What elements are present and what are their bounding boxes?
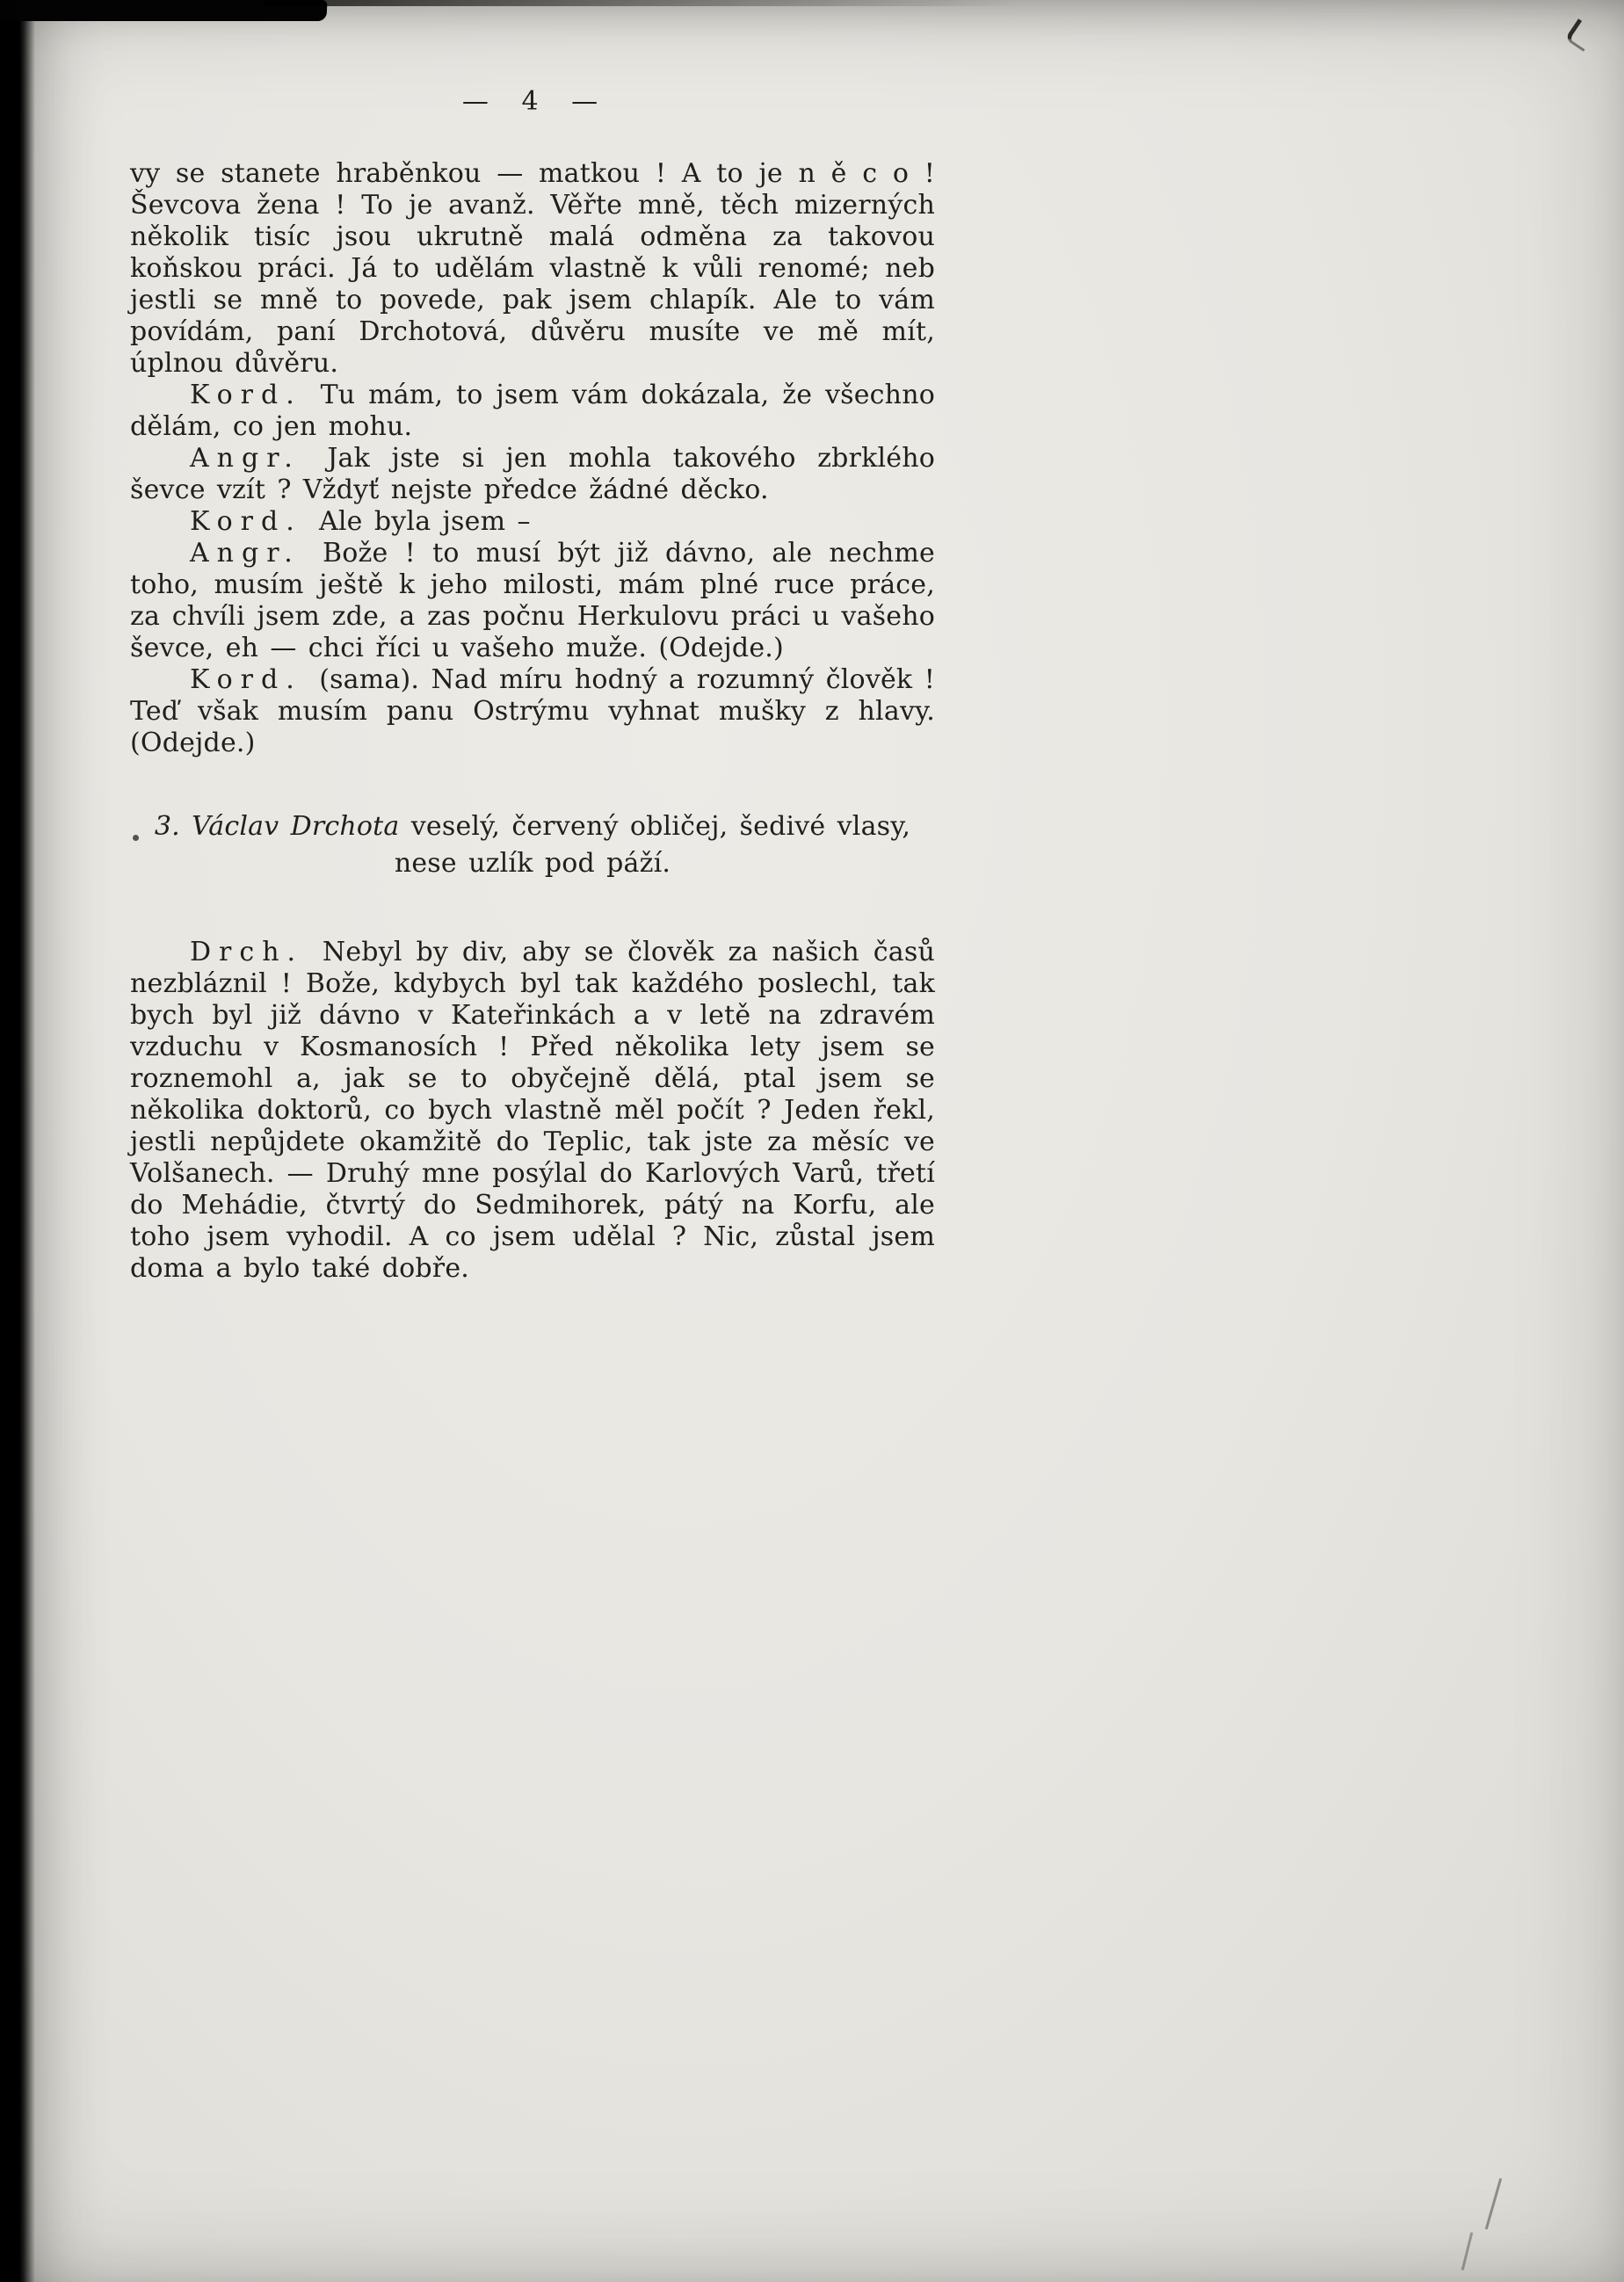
scene-heading xyxy=(130,808,935,882)
scene-description: veselý, červený obličej, šedivé vlasy, xyxy=(410,811,911,842)
speech-text: Tu mám, to jsem vám dokázala, že všechno dělám, co jen mohu. xyxy=(130,380,935,442)
speaker-name: Kord. xyxy=(190,380,302,410)
speech-text: Bože ! to musí být již dávno, ale nechme toho, musím ještě k jeho milosti, mám plné ruce práce, za chvíli jsem zde, a zas počnu Herkulovu práci u vašeho ševce, eh — chci říci u vašeho muže. (Odejde.) xyxy=(130,538,935,663)
speech-text: Jak jste si jen mohla takového zbrklého ševce vzít ? Vždyť nejste předce žádné děcko. xyxy=(130,443,935,505)
speech-text: Nebyl by div, aby se člověk za našich časů nezbláznil ! Bože, kdybych byl tak každého poslechl, tak bych byl již dávno v Kateřinkách a v letě na zdravém vzduchu v Kosmanosích ! Před několika lety jsem se roznemohl a, jak se to obyčejně dělá, ptal jsem se několika doktorů, co bych vlastně měl počít ? Jeden řekl, jestli nepůjdete okamžitě do Teplic, tak jste za měsíc ve Volšanech. — Druhý mne posýlal do Karlových Varů, třetí do Mehádie, čtvrtý do Sedmihorek, pátý na Korfu, ale toho jsem vyhodil. A co jsem udělal ? Nic, zůstal jsem doma a bylo také dobře. xyxy=(130,937,935,1284)
speaker-name: Kord. xyxy=(190,664,302,695)
scan-artifact-mark xyxy=(1485,2178,1502,2230)
scan-artifact-dot xyxy=(133,835,139,841)
dialogue-paragraph xyxy=(130,506,935,538)
dialogue-paragraph xyxy=(130,443,935,506)
scan-artifact-mark xyxy=(1461,2232,1474,2270)
speaker-name: Angr. xyxy=(190,443,301,474)
scene-number: 3. xyxy=(154,811,180,842)
speaker-name: Angr. xyxy=(190,538,301,569)
monologue-paragraph xyxy=(130,937,935,1285)
dialogue-paragraph xyxy=(130,538,935,664)
speaker-name: Kord. xyxy=(190,506,302,537)
scene-heading-line-2: nese uzlík pod páží. xyxy=(394,848,671,879)
dialogue-paragraph xyxy=(130,380,935,443)
scan-artifact-mark xyxy=(1564,18,1597,52)
speech-text: (sama). Nad míru hodný a rozumný člověk ! Teď však musím panu Ostrýmu vyhnat mušky z hlavy. (Odejde.) xyxy=(130,664,935,758)
speech-text: Ale byla jsem – xyxy=(319,506,531,537)
scene-character-name: Václav Drchota xyxy=(192,811,400,842)
page-number: — 4 — xyxy=(461,86,604,117)
scan-edge-top-line xyxy=(264,0,1019,6)
page-content xyxy=(130,86,935,1285)
scene-heading-line-1 xyxy=(130,808,935,845)
scan-edge-left xyxy=(0,0,35,2282)
opening-paragraph: vy se stanete hraběnkou — matkou ! A to je n ě c o ! Ševcova žena ! To je avanž. Věřte mně, těch mizerných několik tisíc jsou ukrutně malá odměna za takovou koňskou práci. Já to udělám vlastně k vůli renomé; neb jestli se mně to povede, pak jsem chlapík. Ale to vám povídám, paní Drchotová, důvěru musíte ve mě mít, úplnou důvěru. xyxy=(130,158,935,379)
speaker-name: Drch. xyxy=(190,937,304,967)
dialogue-paragraph xyxy=(130,664,935,759)
